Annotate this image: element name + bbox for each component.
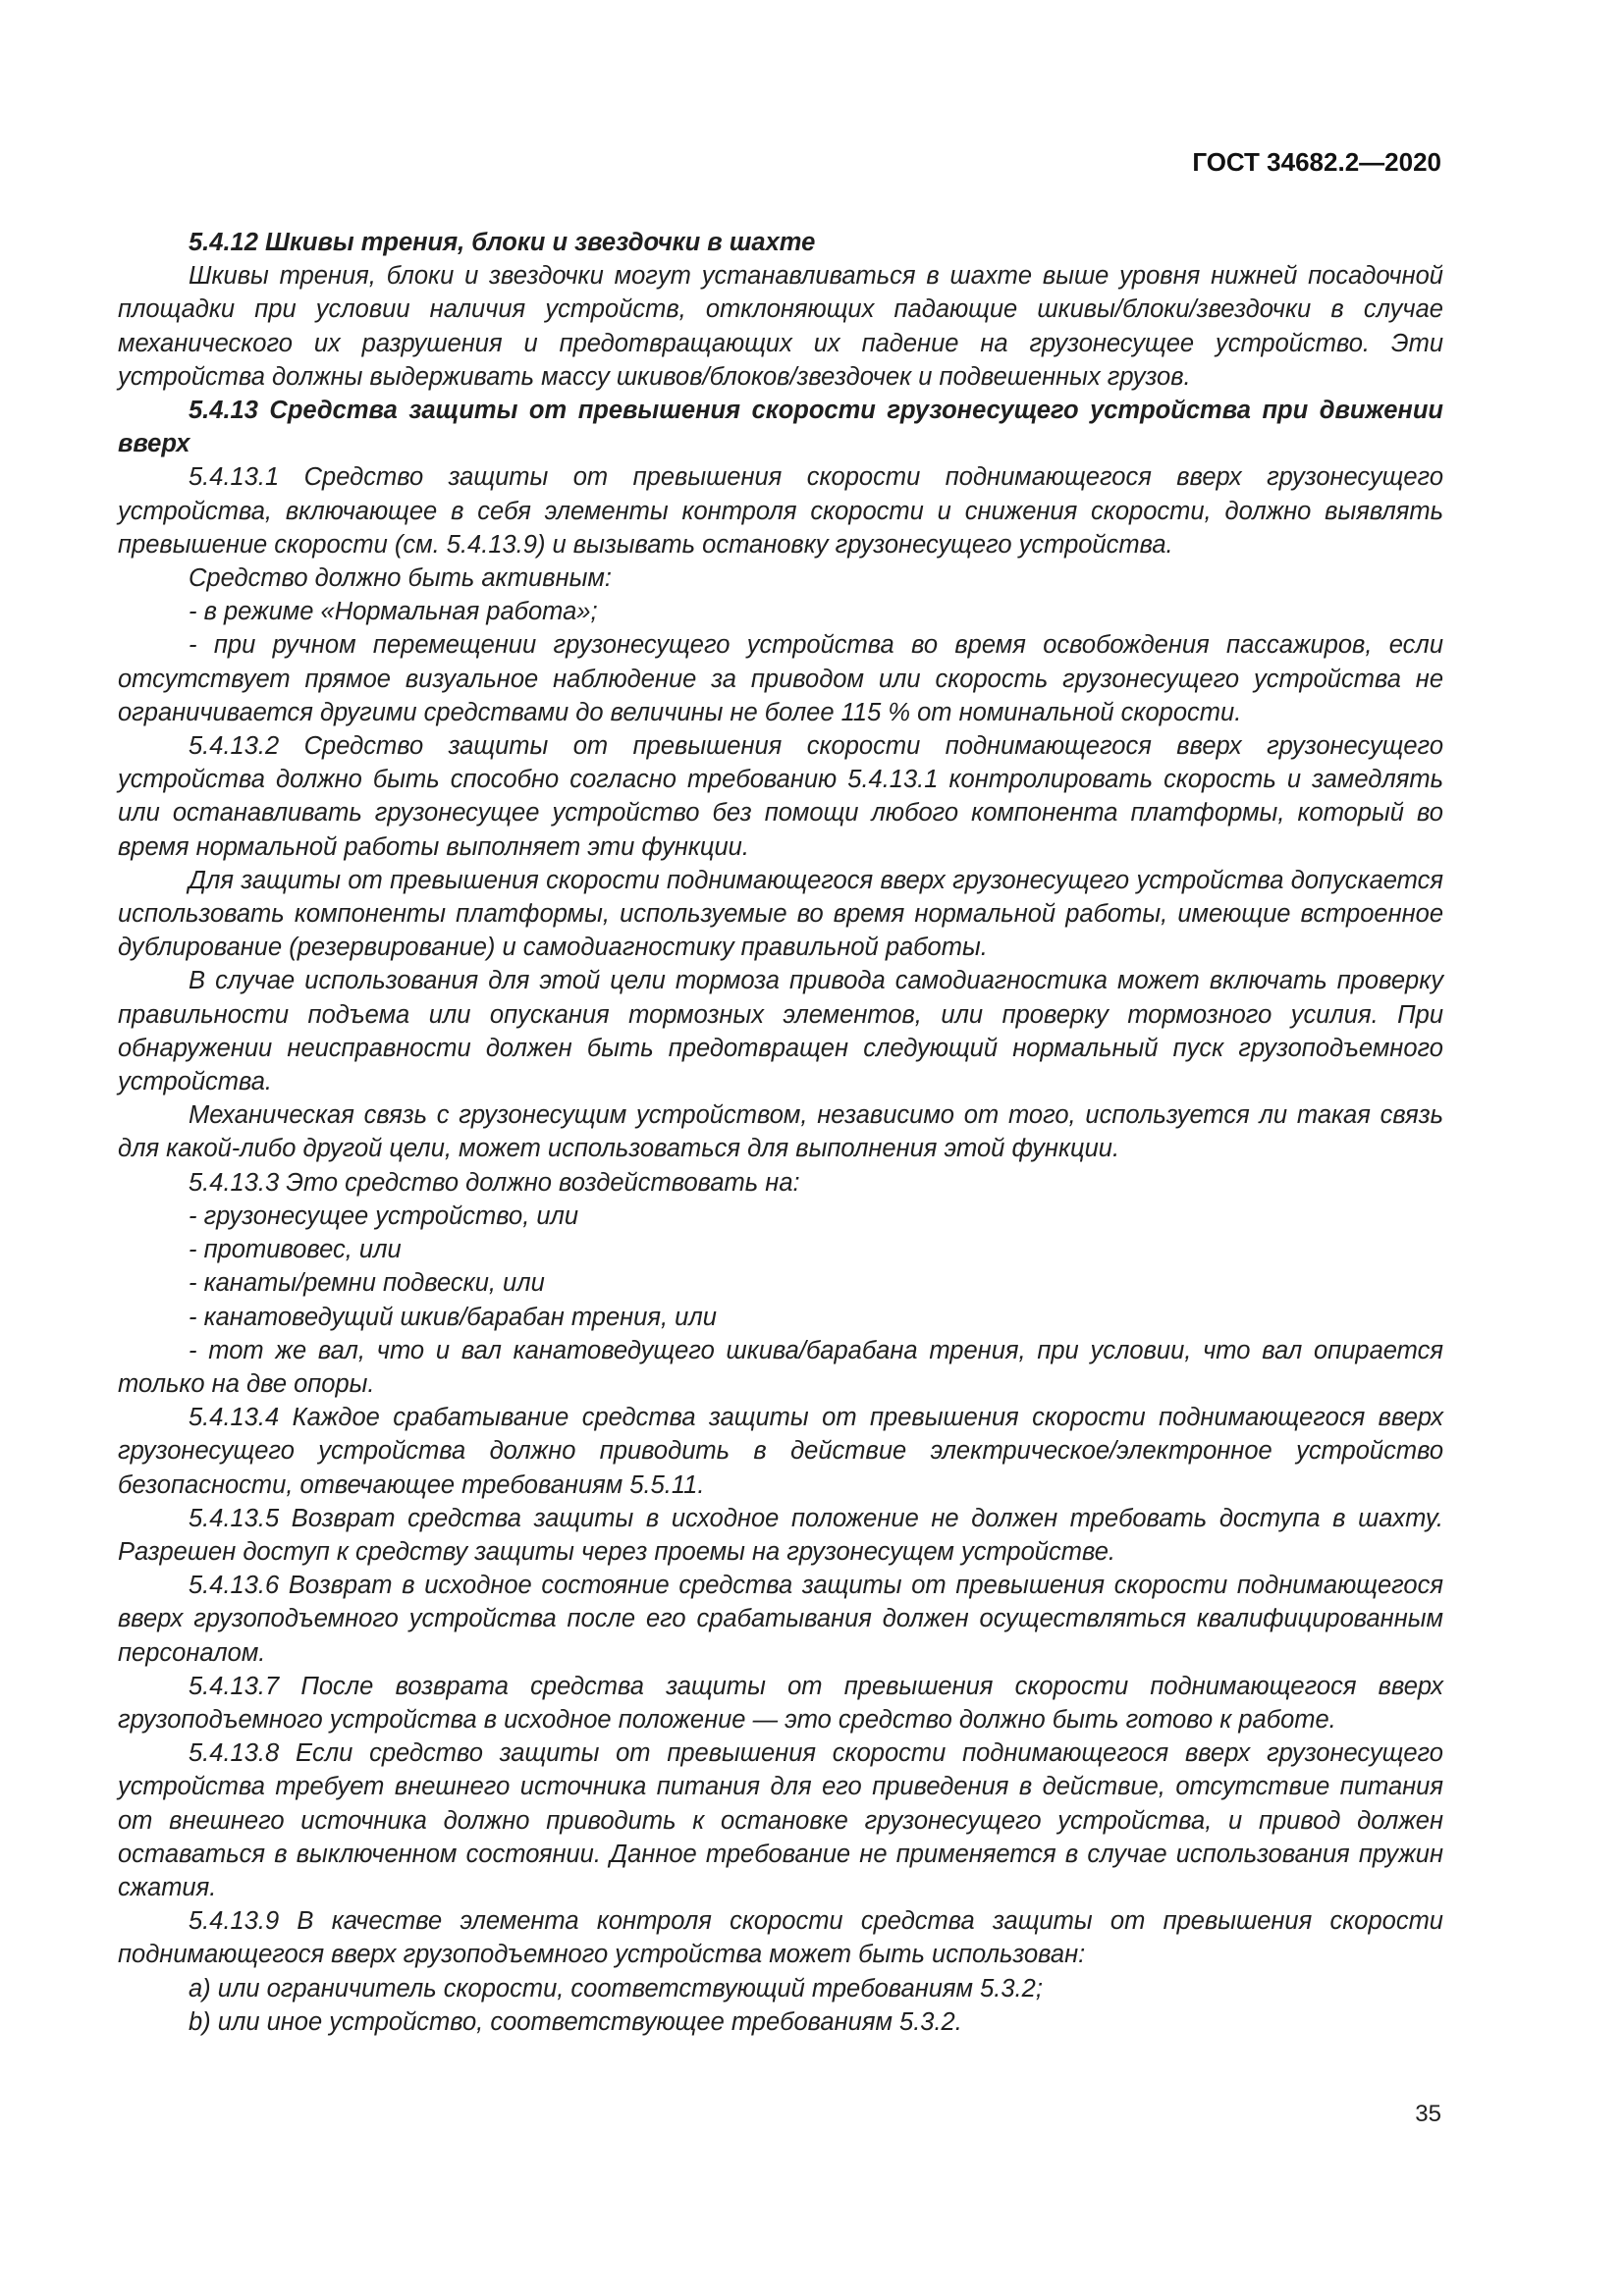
paragraph: Средство должно быть активным: xyxy=(189,564,612,593)
paragraph: Шкивы трения, блоки и звездочки могут устанавливаться в шахте выше уровня нижней посадочной площадки при условии наличия устройств, отклоняющих падающие шкивы/блоки/звездочки в случае механического их разрушения и предотвращающих их падение на грузонесущее устройство. Эти устройства должны выдерживать массу шкивов/блоков/звездочек и подвешенных грузов. xyxy=(118,262,1443,391)
list-item: - канаты/ремни подвески, или xyxy=(189,1269,545,1298)
list-item: a) или ограничитель скорости, соответствующий требованиям 5.3.2; xyxy=(189,1974,1043,2002)
document-code-header: ГОСТ 34682.2—2020 xyxy=(1192,147,1441,177)
list-item: b) или иное устройство, соответствующее требованиям 5.3.2. xyxy=(189,2007,962,2036)
paragraph: 5.4.13.7 После возврата средства защиты от превышения скорости поднимающегося вверх грузоподъемного устройства в исходное положение — это средство должно быть готово к работе. xyxy=(118,1672,1443,1734)
list-item: - противовес, или xyxy=(189,1236,402,1264)
paragraph: 5.4.13.9 В качестве элемента контроля скорости средства защиты от превышения скорости поднимающегося вверх грузоподъемного устройства может быть использован: xyxy=(118,1907,1443,1969)
paragraph: 5.4.13.3 Это средство должно воздействовать на: xyxy=(189,1168,800,1197)
paragraph: 5.4.13.5 Возврат средства защиты в исходное положение не должен требовать доступа в шахту. Разрешен доступ к средству защиты через проемы на грузонесущем устройстве. xyxy=(118,1504,1443,1566)
list-item: - канатоведущий шкив/барабан трения, или xyxy=(189,1303,717,1331)
paragraph: Механическая связь с грузонесущим устройством, независимо от того, используется ли такая связь для какой-либо другой цели, может использоваться для выполнения этой функции. xyxy=(118,1101,1443,1163)
document-body xyxy=(118,226,1443,2039)
page-number: 35 xyxy=(1415,2101,1441,2127)
paragraph: 5.4.13.8 Если средство защиты от превышения скорости поднимающегося вверх грузонесущего устройства требует внешнего источника питания для его приведения в действие, отсутствие питания от внешнего источника должно приводить к остановке грузонесущего устройства, и привод должен оставаться в выключенном состоянии. Данное требование не применяется в случае использования пружин сжатия. xyxy=(118,1739,1443,1901)
paragraph: 5.4.13.4 Каждое срабатывание средства защиты от превышения скорости поднимающегося вверх грузонесущего устройства должно приводить в действие электрическое/электронное устройство безопасности, отвечающее требованиям 5.5.11. xyxy=(118,1404,1443,1499)
paragraph: 5.4.13.6 Возврат в исходное состояние средства защиты от превышения скорости поднимающегося вверх грузоподъемного устройства после его срабатывания должен осуществляться квалифицированным персоналом. xyxy=(118,1572,1443,1667)
paragraph: Для защиты от превышения скорости поднимающегося вверх грузонесущего устройства допускается использовать компоненты платформы, используемые во время нормальной работы, имеющие встроенное дублирование (резервирование) и самодиагностику правильной работы. xyxy=(118,866,1443,962)
paragraph: В случае использования для этой цели тормоза привода самодиагностика может включать проверку правильности подъема или опускания тормозных элементов, или проверку тормозного усилия. При обнаружении неисправности должен быть предотвращен следующий нормальный пуск грузоподъемного устройства. xyxy=(118,967,1443,1096)
paragraph: 5.4.13.2 Средство защиты от превышения скорости поднимающегося вверх грузонесущего устройства должно быть способно согласно требованию 5.4.13.1 контролировать скорость и замедлять или останавливать грузонесущее устройство без помощи любого компонента платформы, который во время нормальной работы выполняет эти функции. xyxy=(118,732,1443,861)
list-item: - тот же вал, что и вал канатоведущего шкива/барабана трения, при условии, что вал опирается только на две опоры. xyxy=(118,1336,1443,1398)
list-item: - при ручном перемещении грузонесущего устройства во время освобождения пассажиров, если отсутствует прямое визуальное наблюдение за приводом или скорость грузонесущего устройства не ограничивается другими средствами до величины не более 115 % от номинальной скорости. xyxy=(118,631,1443,726)
section-heading: 5.4.13 Средства защиты от превышения скорости грузонесущего устройства при движении вверх xyxy=(118,397,1443,458)
list-item: - грузонесущее устройство, или xyxy=(189,1201,579,1230)
paragraph: 5.4.13.1 Средство защиты от превышения скорости поднимающегося вверх грузонесущего устройства, включающее в себя элементы контроля скорости и снижения скорости, должно выявлять превышение скорости (см. 5.4.13.9) и вызывать остановку грузонесущего устройства. xyxy=(118,463,1443,559)
section-heading: 5.4.12 Шкивы трения, блоки и звездочки в шахте xyxy=(189,229,816,256)
list-item: - в режиме «Нормальная работа»; xyxy=(189,598,598,626)
